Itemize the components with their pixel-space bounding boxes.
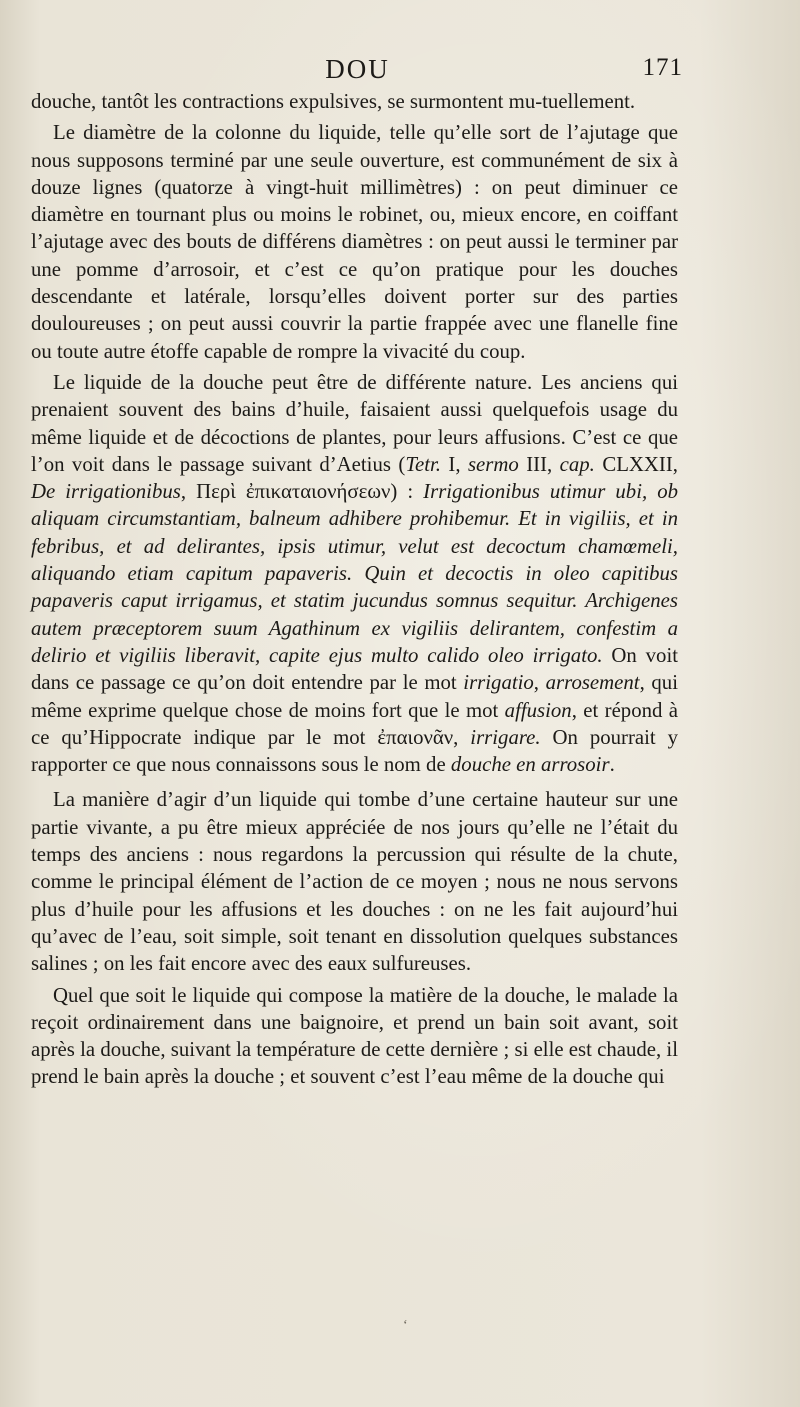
text-run: , et répond à ce qu’Hippocrate indique par le mot ἐπαιονᾶν, <box>31 698 678 749</box>
paragraph <box>31 369 678 778</box>
italic-text: irrigatio <box>463 671 534 695</box>
page-header <box>30 52 685 88</box>
text-run: douche, tantôt les contractions expulsives, se surmontent mu-tuellement. <box>31 90 636 113</box>
running-head: DOU <box>325 54 390 84</box>
italic-text: douche en arrosoir <box>450 753 610 777</box>
text-run: , qui même exprime quelque chose de moins fort que le mot <box>31 671 678 722</box>
italic-text: De irrigationibus <box>31 480 181 504</box>
italic-text: affusion <box>504 698 572 722</box>
text-run: Le diamètre de la colonne du liquide, telle qu’elle sort de l’ajutage que nous supposons terminé par une seule ouverture, est communément de six à douze lignes (quatorze à vingt-huit millimètres) : on peut diminuer ce diamètre en tournant plus ou moins le robinet, ou, mieux encore, en coiffant l’ajutage avec des bouts de différens diamètres : on peut aussi le terminer par une pomme d’arrosoir, et c’est ce qu’on pratique pour les douches descendante et latérale, lorsqu’elles doivent porter sur des parties douloureuses ; on peut aussi couvrir la partie frappée avec une flanelle fine ou toute autre étoffe capable de rompre la vivacité du coup. <box>31 121 678 363</box>
text-run: III, <box>518 452 560 476</box>
text-run: . <box>609 753 615 777</box>
italic-text: Irrigationibus utimur ubi, ob aliquam circumstantiam, balneum adhibere prohibemur. Et in vigiliis, et in febribus, et ad delirantes, ipsis utimur, velut est decoctum chamœmeli, aliquando etiam capitum papaveris. Quin et decoctis in oleo capitibus papaveris caput irrigamus, et statim jucundus somnus sequitur. Archigenes autem præceptorem suum Agathinum ex vigiliis delirantem, confestim a delirio et vigiliis liberavit, capite ejus multo calido oleo irrigato. <box>31 480 678 667</box>
paragraph <box>31 982 678 1091</box>
italic-text: Tetr. <box>405 452 441 476</box>
paragraph <box>31 88 678 115</box>
text-run: On pourrait y rapporter ce que nous connaissons sous le nom de <box>31 725 678 777</box>
text-run: , Περὶ ἐπικαταιονήσεων) : <box>180 480 424 504</box>
paragraph <box>31 786 678 977</box>
page-mark: ‘ <box>403 1318 408 1333</box>
italic-text: arrosement <box>545 671 640 695</box>
italic-text: cap. <box>559 452 595 476</box>
small-caps-text: CLXXII <box>594 452 673 476</box>
body-text <box>31 88 678 1091</box>
text-run: I, <box>440 452 468 476</box>
text-run: Le liquide de la douche peut être de différente nature. Les anciens qui prenaient souvent des bains d’huile, faisaient aussi quelquefois usage du même liquide et de décoctions de plantes, pour leurs affusions. C’est ce que l’on voit dans le passage suivant d’Aetius ( <box>31 370 678 476</box>
text-run: Quel que soit le liquide qui compose la matière de la douche, le malade la reçoit ordinairement dans une baignoire, et prend un bain soit avant, soit après la douche, suivant la température de cette dernière ; si elle est chaude, il prend le bain après la douche ; et souvent c’est l’eau même de la douche qui <box>31 983 678 1089</box>
paragraph <box>31 119 678 365</box>
italic-text: sermo <box>467 452 519 476</box>
text-run: On voit dans ce passage ce qu’on doit entendre par le mot <box>31 643 679 695</box>
text-run: , <box>533 671 546 695</box>
italic-text: irrigare. <box>470 725 541 749</box>
text-run: , <box>672 452 678 476</box>
page-number: 171 <box>642 54 683 81</box>
text-run: La manière d’agir d’un liquide qui tombe d’une certaine hauteur sur une partie vivante, a pu être mieux appréciée de nos jours qu’elle ne l’était du temps des anciens : nous regardons la percussion qui résulte de la chute, comme le principal élément de l’action de ce moyen ; nous ne nous servons plus d’huile pour les affusions et les douches : on ne les fait aujourd’hui qu’avec de l’eau, soit simple, soit tenant en dissolution quelques substances salines ; on les fait encore avec des eaux sulfureuses. <box>31 788 678 976</box>
